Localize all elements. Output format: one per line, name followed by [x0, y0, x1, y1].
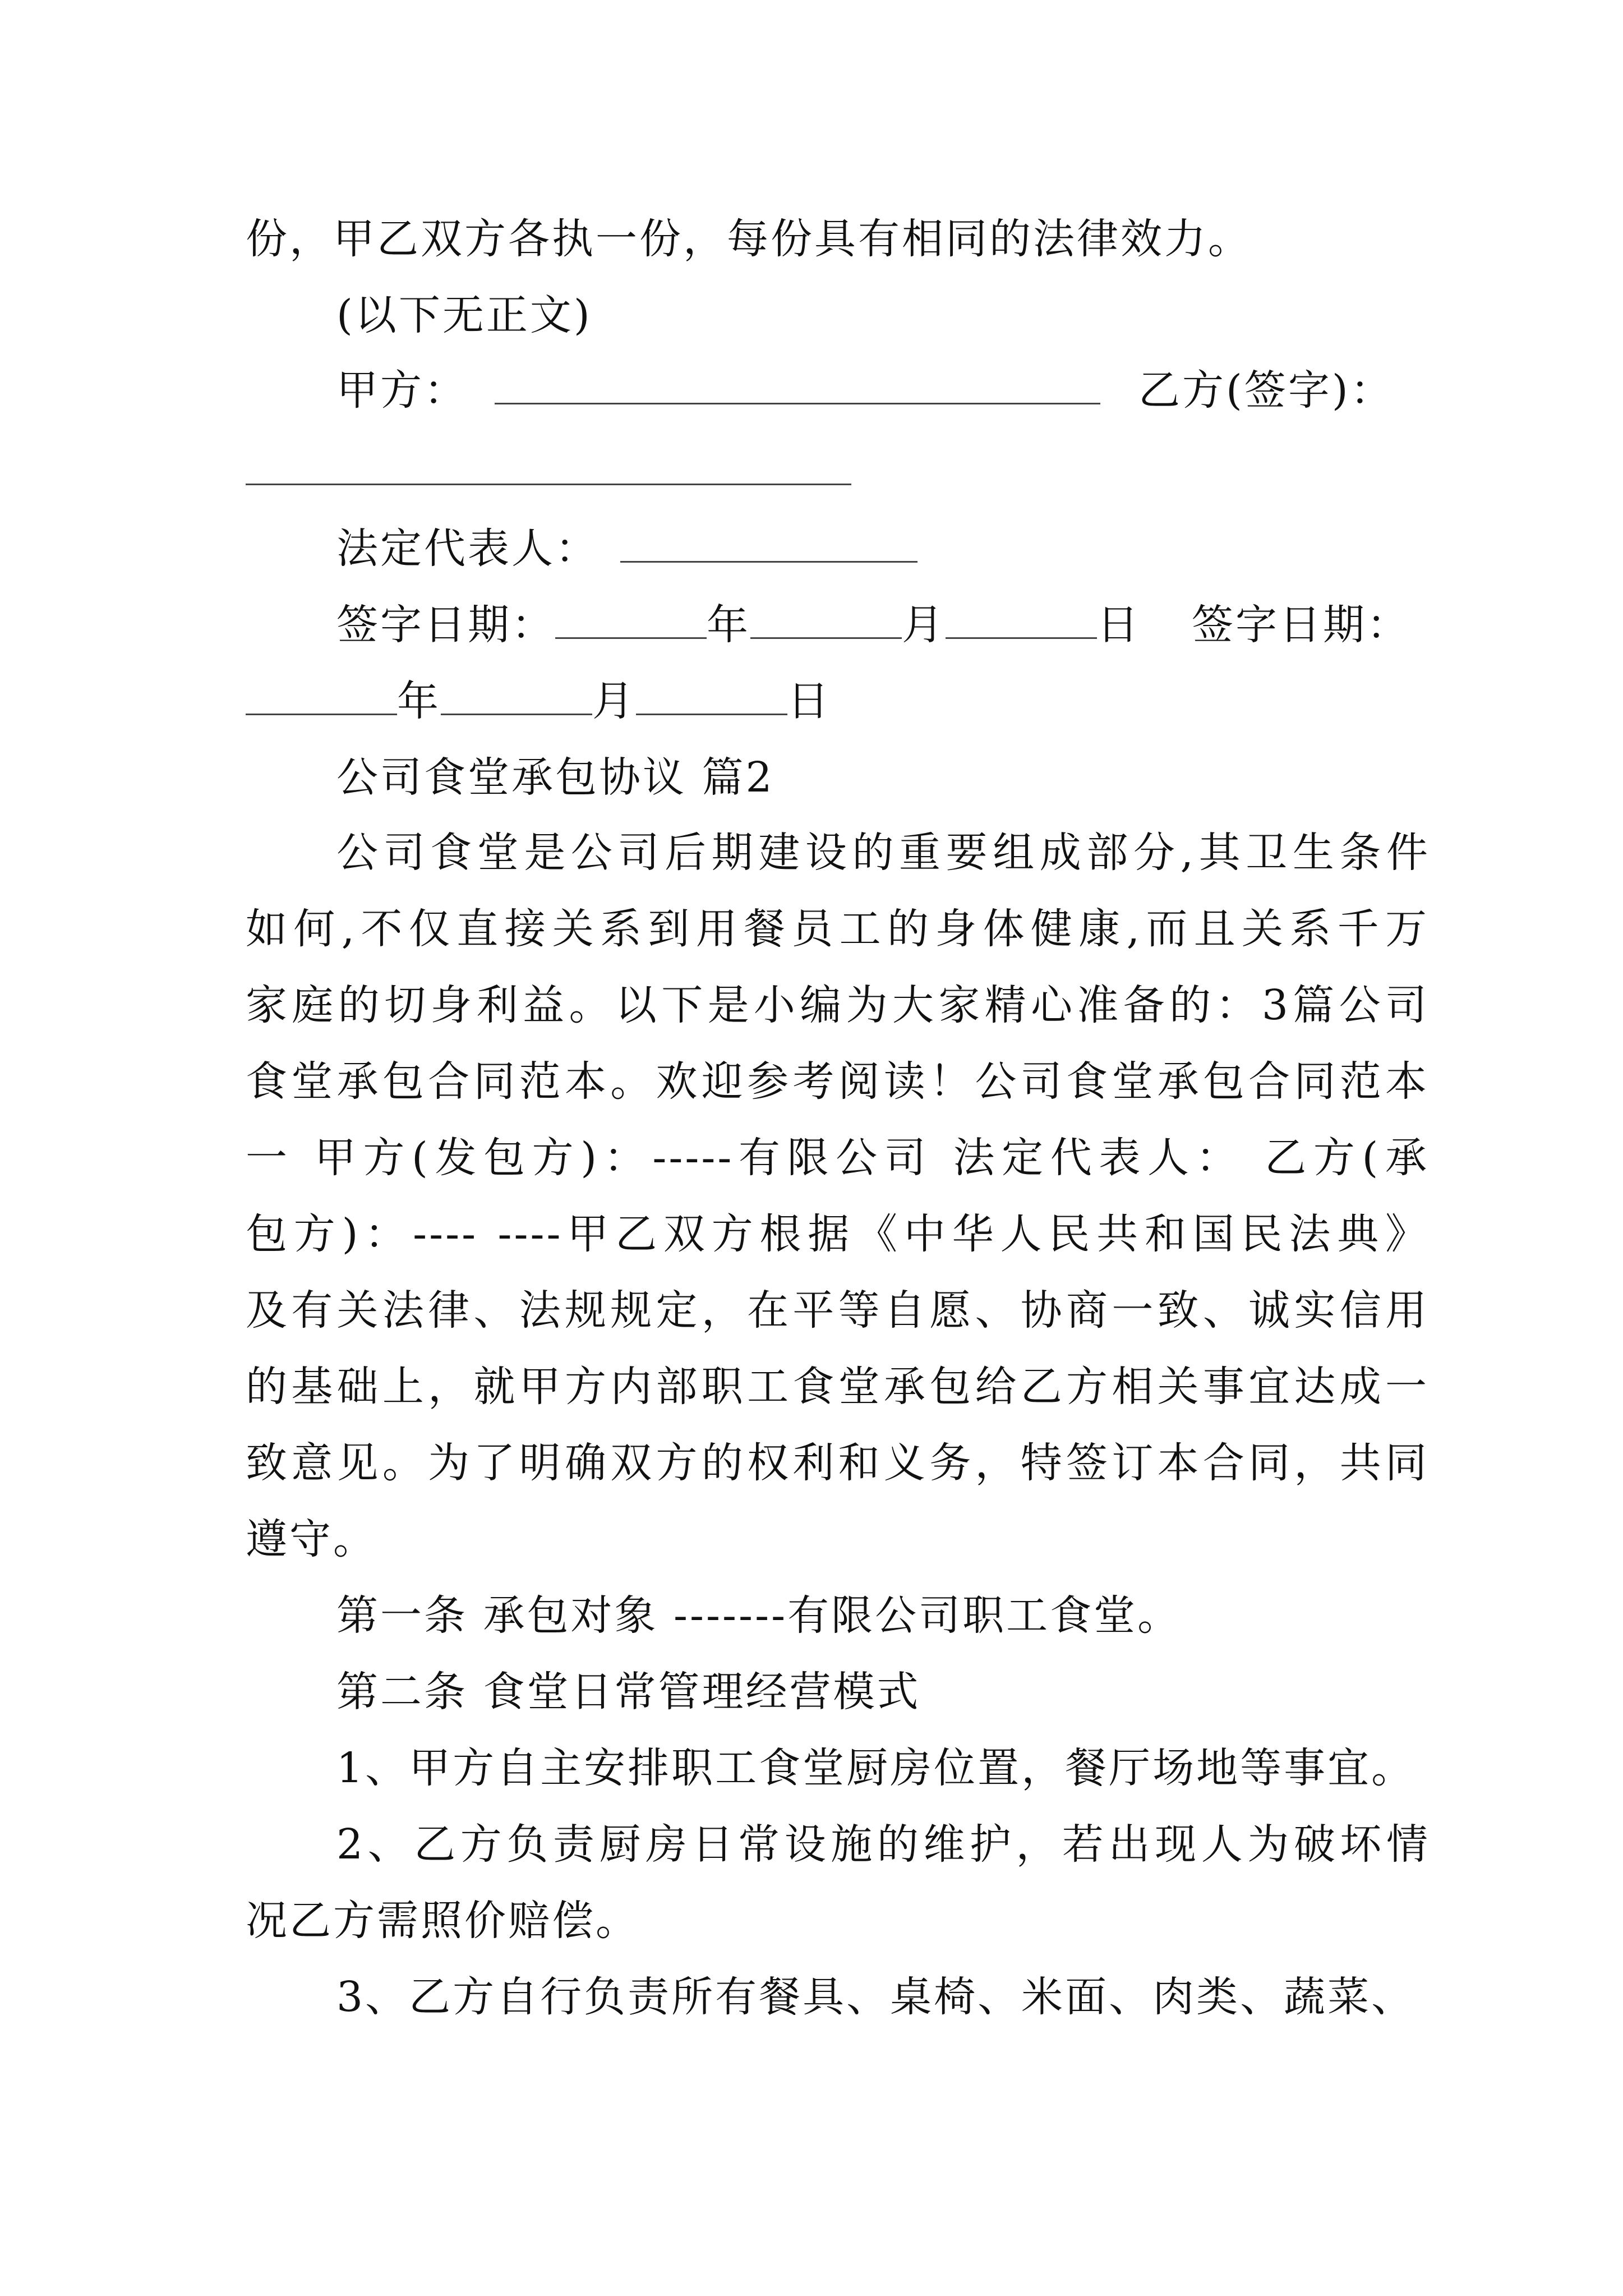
intro-line: 致意见。为了明确双方的权利和义务，特签订本合同，共同: [246, 1439, 1429, 1487]
representative-row: [336, 521, 1430, 577]
month-blank-a: [750, 601, 902, 639]
intro-line: 如何,不仅直接关系到用餐员工的身体健康,而且关系千万: [246, 905, 1429, 953]
signing-date-row-b: [246, 673, 1429, 729]
representative-blank: [620, 525, 917, 563]
year-label-a: 年: [707, 601, 750, 649]
party-b-signature-row: [246, 443, 1429, 499]
month-label-a: 月: [902, 601, 946, 649]
party-b-label: 乙方(签字)：: [1138, 366, 1394, 415]
day-label-b: 日: [787, 677, 831, 725]
intro-line: 包方)：---- ----甲乙双方根据《中华人民共和国民法典》: [246, 1210, 1429, 1258]
intro-line: 及有关法律、法规规定，在平等自愿、协商一致、诚实信用: [246, 1286, 1429, 1335]
party-a-label: 甲方：: [336, 366, 468, 415]
intro-line: 遵守。: [246, 1515, 377, 1563]
no-text-note: (以下无正文): [336, 291, 592, 339]
signature-party-row: [336, 362, 1430, 418]
month-label-b: 月: [592, 677, 636, 725]
intro-line: 公司食堂是公司后期建设的重要组成部分,其卫生条件: [336, 829, 1430, 877]
item-2-line: 况乙方需照价赔偿。: [246, 1897, 639, 1945]
day-blank-b: [636, 678, 787, 715]
day-label-a: 日: [1097, 601, 1141, 649]
intro-line: 家庭的切身利益。以下是小编为大家精心准备的：3篇公司: [246, 981, 1429, 1029]
article-2: 第二条 食堂日常管理经营模式: [336, 1668, 921, 1716]
day-blank-a: [946, 601, 1097, 639]
closing-copies-line: 份，甲乙双方各执一份，每份具有相同的法律效力。: [246, 215, 1252, 263]
month-blank-b: [441, 678, 592, 715]
intro-line: 一 甲方(发包方)：-----有限公司 法定代表人： 乙方(承: [246, 1134, 1429, 1182]
representative-label: 法定代表人：: [336, 524, 599, 573]
intro-line: 食堂承包合同范本。欢迎参考阅读！公司食堂承包合同范本: [246, 1057, 1429, 1106]
item-3: 3、乙方自行负责所有餐具、桌椅、米面、肉类、蔬菜、: [336, 1973, 1415, 2021]
article-1: 第一条 承包对象 -------有限公司职工食堂。: [336, 1591, 1182, 1640]
date-label-a: 签字日期：: [336, 601, 555, 649]
year-blank-b: [246, 678, 397, 715]
signing-date-row: [336, 597, 1430, 653]
item-1: 1、甲方自主安排职工食堂厨房位置，餐厅场地等事宜。: [336, 1744, 1415, 1792]
item-2-line: 2、乙方负责厨房日常设施的维护，若出现人为破坏情: [336, 1820, 1430, 1869]
intro-line: 的基础上，就甲方内部职工食堂承包给乙方相关事宜达成一: [246, 1363, 1429, 1411]
date-label-b: 签字日期：: [1192, 601, 1410, 649]
party-a-signature-blank: [495, 367, 1100, 404]
party-b-signature-blank: [246, 448, 851, 485]
year-label-b: 年: [397, 677, 441, 725]
year-blank-a: [555, 601, 707, 639]
section-title: 公司食堂承包协议 篇2: [336, 753, 774, 802]
